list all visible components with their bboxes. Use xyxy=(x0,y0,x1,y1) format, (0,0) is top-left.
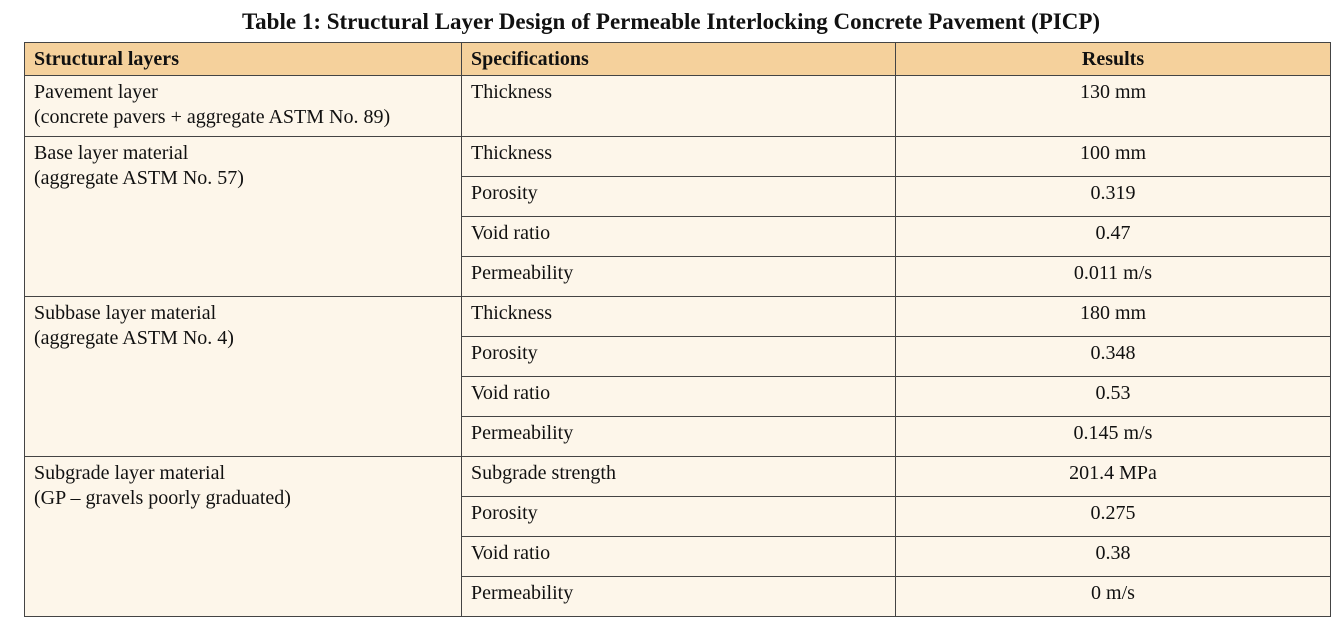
specification-cell: Permeability xyxy=(462,257,896,297)
result-cell: 130 mm xyxy=(896,76,1331,137)
table-row xyxy=(25,457,1331,497)
specification-cell: Porosity xyxy=(462,337,896,377)
specification-cell: Void ratio xyxy=(462,377,896,417)
table-body xyxy=(25,76,1331,617)
specification-cell: Permeability xyxy=(462,577,896,617)
result-cell: 100 mm xyxy=(896,137,1331,177)
specification-cell: Permeability xyxy=(462,417,896,457)
layer-cell xyxy=(25,457,462,617)
table-row xyxy=(25,76,1331,137)
specification-cell: Porosity xyxy=(462,497,896,537)
result-cell: 180 mm xyxy=(896,297,1331,337)
layer-description: (concrete pavers + aggregate ASTM No. 89) xyxy=(34,106,391,128)
result-cell: 0.275 xyxy=(896,497,1331,537)
layer-description: (aggregate ASTM No. 4) xyxy=(34,327,234,349)
result-cell: 0 m/s xyxy=(896,577,1331,617)
specification-cell: Subgrade strength xyxy=(462,457,896,497)
layer-description: (aggregate ASTM No. 57) xyxy=(34,167,244,189)
result-cell: 0.47 xyxy=(896,217,1331,257)
header-results: Results xyxy=(896,43,1331,76)
result-cell: 0.011 m/s xyxy=(896,257,1331,297)
result-cell: 0.319 xyxy=(896,177,1331,217)
result-cell: 201.4 MPa xyxy=(896,457,1331,497)
layer-name: Subgrade layer material xyxy=(34,462,226,484)
table-caption: Table 1: Structural Layer Design of Permeable Interlocking Concrete Pavement (PICP) xyxy=(241,9,1101,34)
table-row xyxy=(25,297,1331,337)
specification-cell: Thickness xyxy=(462,137,896,177)
layer-name: Subbase layer material xyxy=(34,302,217,324)
layer-name: Pavement layer xyxy=(34,81,158,103)
header-structural-layers: Structural layers xyxy=(25,43,462,76)
layer-cell xyxy=(25,297,462,457)
table-row xyxy=(25,137,1331,177)
result-cell: 0.38 xyxy=(896,537,1331,577)
layer-description: (GP – gravels poorly graduated) xyxy=(34,487,291,509)
layer-name: Base layer material xyxy=(34,142,189,164)
specification-cell: Void ratio xyxy=(462,537,896,577)
layer-cell xyxy=(25,76,462,137)
result-cell: 0.53 xyxy=(896,377,1331,417)
specification-cell: Thickness xyxy=(462,297,896,337)
pavement-layer-table xyxy=(24,42,1331,617)
result-cell: 0.348 xyxy=(896,337,1331,377)
specification-cell: Porosity xyxy=(462,177,896,217)
header-specifications: Specifications xyxy=(462,43,896,76)
result-cell: 0.145 m/s xyxy=(896,417,1331,457)
specification-cell: Thickness xyxy=(462,76,896,137)
table-header-row xyxy=(25,43,1331,76)
layer-cell xyxy=(25,137,462,297)
specification-cell: Void ratio xyxy=(462,217,896,257)
